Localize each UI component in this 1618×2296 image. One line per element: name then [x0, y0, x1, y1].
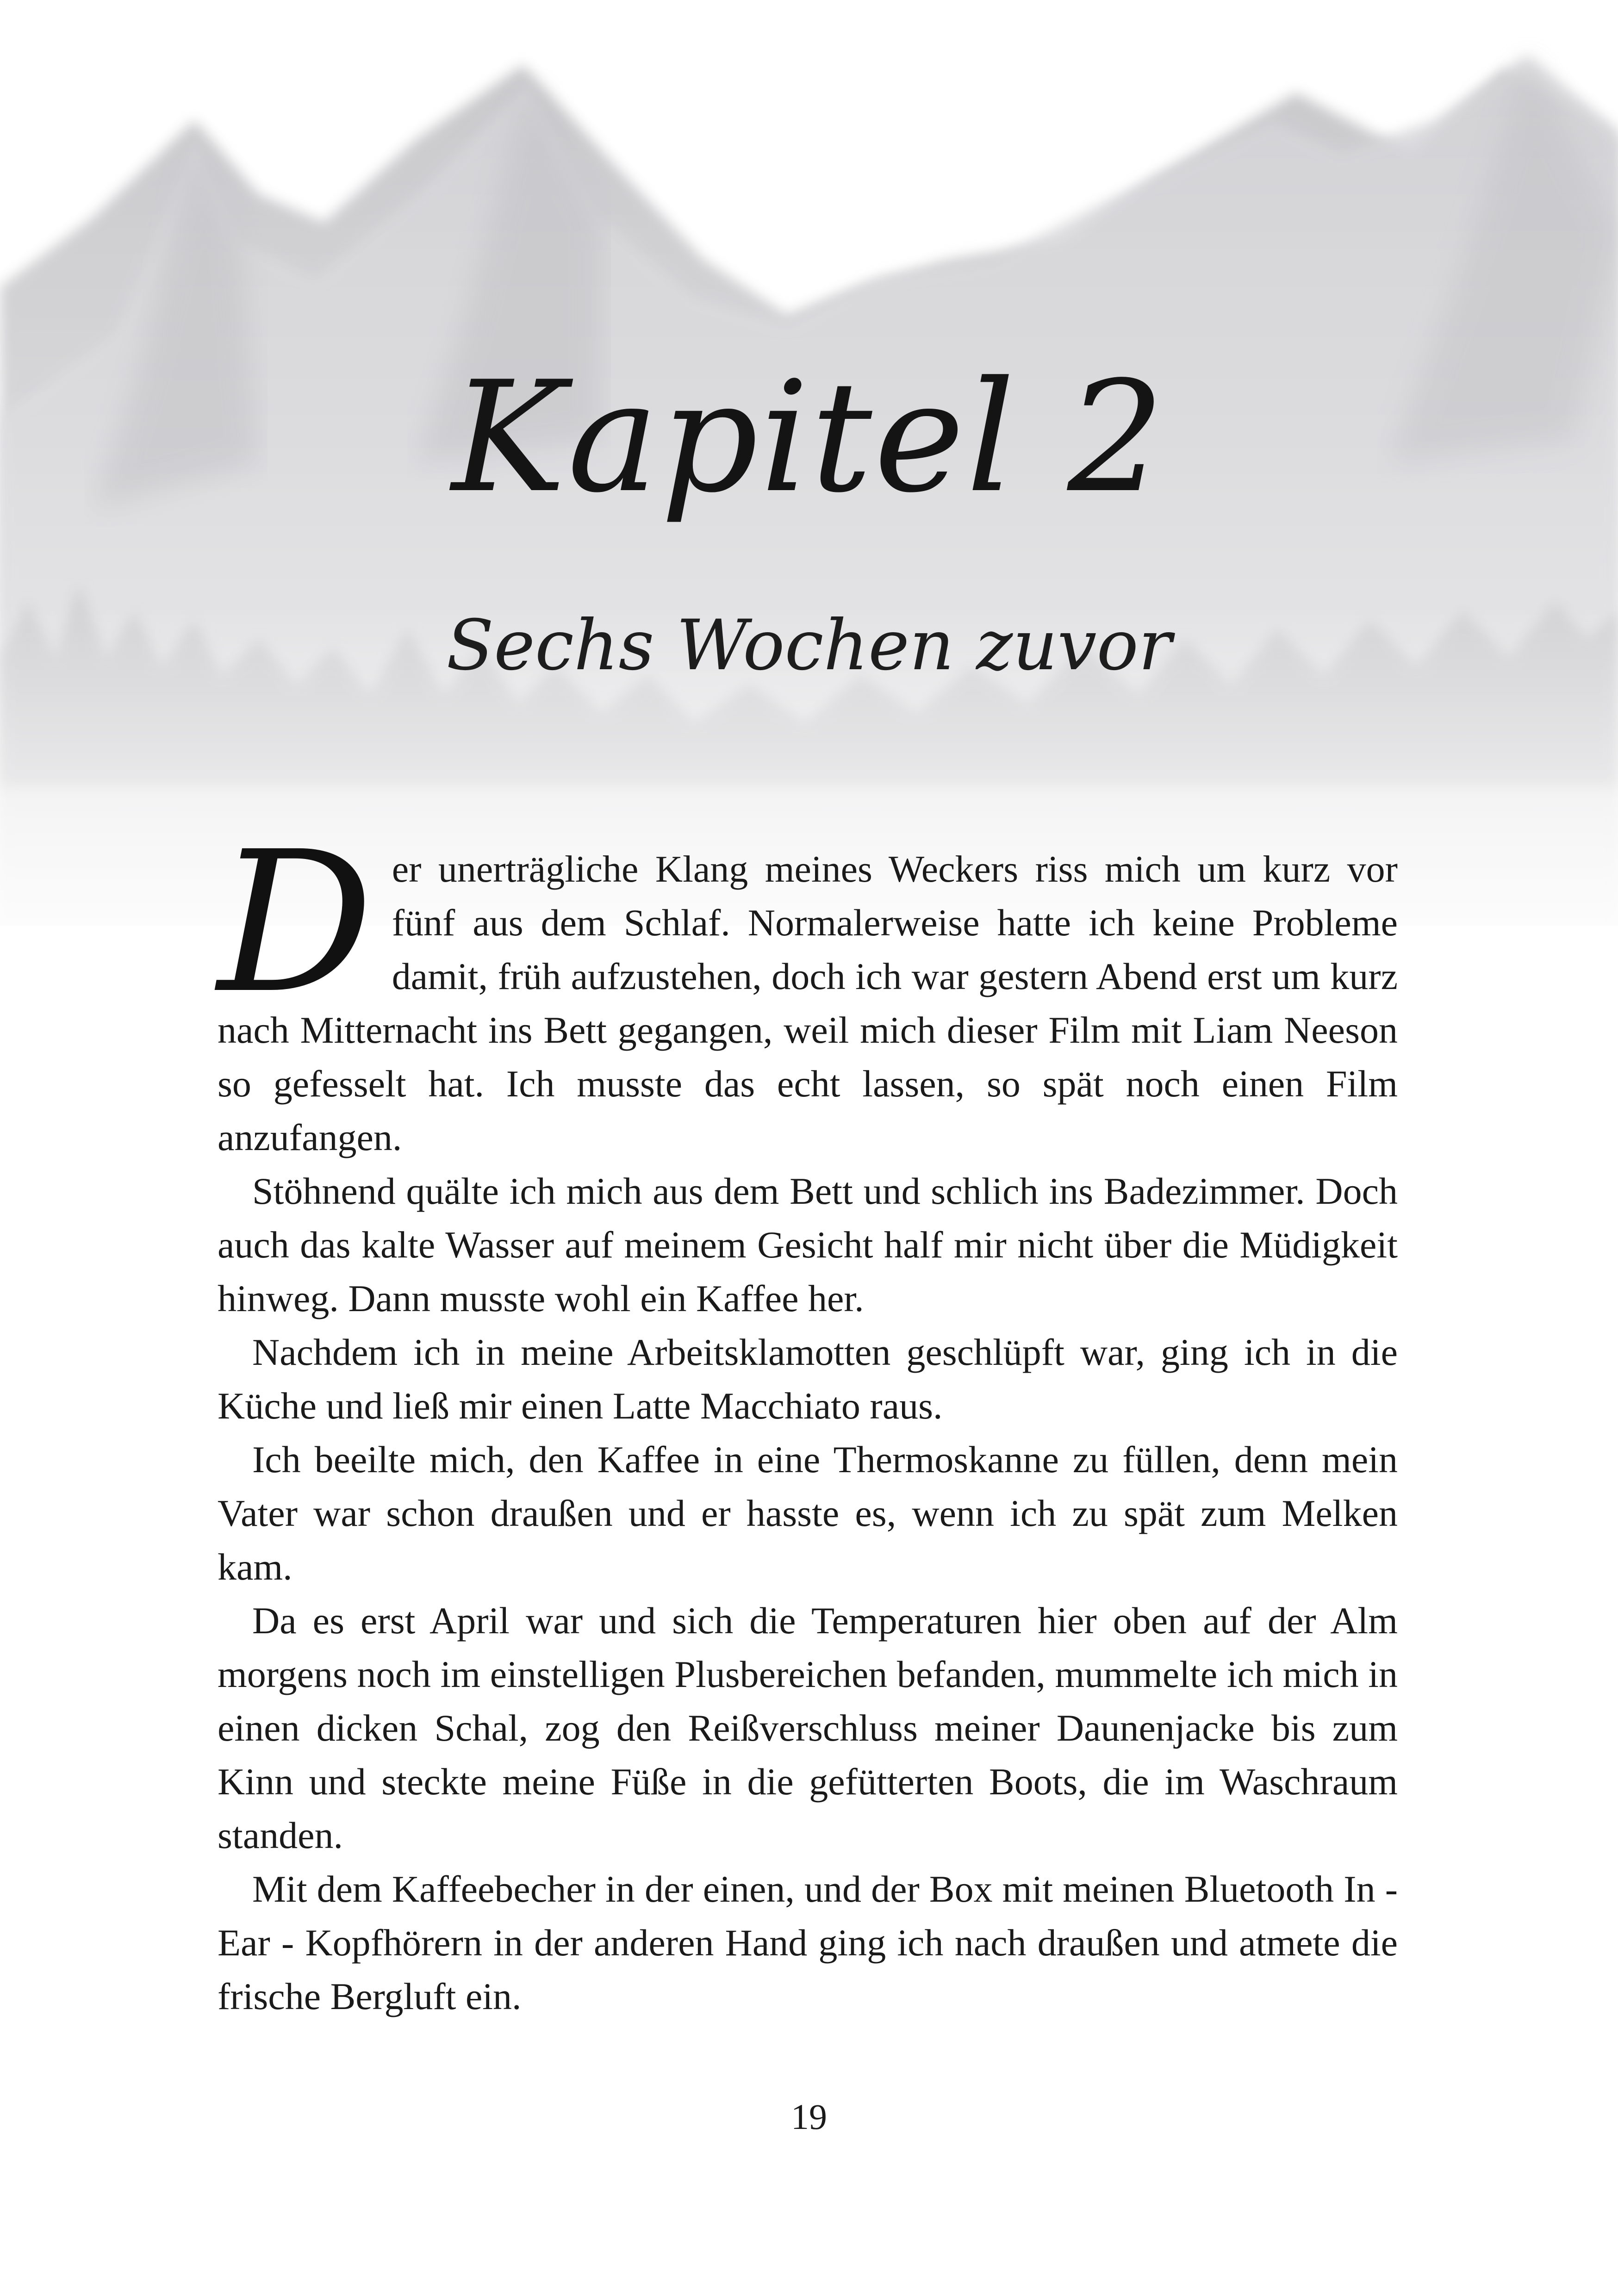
chapter-subtitle: Sechs Wochen zuvor [446, 605, 1172, 686]
page-number: 19 [791, 2097, 827, 2137]
paragraph-3: Nachdem ich in meine Arbeitsklamotten geschlüpft war, ging ich in die Küche und ließ mir einen Latte Macchiato raus. [218, 1331, 1398, 1427]
chapter-title: Kapitel 2 [451, 348, 1167, 526]
paragraph-5: Da es erst April war und sich die Temperaturen hier oben auf der Alm morgens noch im einstelligen Plusbereichen befanden, mummelte ich mich in einen dicken Schal, zog den Reißverschluss meiner Daunenjacke bis zum Kinn und steckte meine Füße in die gefütterten Boots, die im Waschraum standen. [218, 1599, 1398, 1856]
drop-cap-letter: D [218, 810, 373, 1036]
paragraph-6: Mit dem Kaffeebecher in der einen, und der Box mit meinen Bluetooth In - Ear - Kopfhörern in der anderen Hand ging ich nach draußen und atmete die frische Bergluft ein. [218, 1868, 1398, 2017]
chapter-body [218, 810, 1398, 2023]
paragraph-4: Ich beeilte mich, den Kaffee in eine Thermoskanne zu füllen, denn mein Vater war schon draußen und er hasste es, wenn ich zu spät zum Melken kam. [218, 1438, 1398, 1588]
paragraph-1-text: er unerträgliche Klang meines Weckers riss mich um kurz vor fünf aus dem Schlaf. Normalerweise hatte ich keine Probleme damit, früh aufzustehen, doch ich war gestern Abend erst um kurz nach Mitternacht ins Bett gegangen, weil mich dieser Film mit Liam Neeson so gefesselt hat. Ich musste das echt lassen, so spät noch einen Film anzufangen. [218, 848, 1398, 1158]
paragraph-2: Stöhnend quälte ich mich aus dem Bett und schlich ins Badezimmer. Doch auch das kalte Wasser auf meinem Gesicht half mir nicht über die Müdigkeit hinweg. Dann musste wohl ein Kaffee her. [218, 1170, 1398, 1319]
paragraph-1 [218, 810, 1398, 1164]
